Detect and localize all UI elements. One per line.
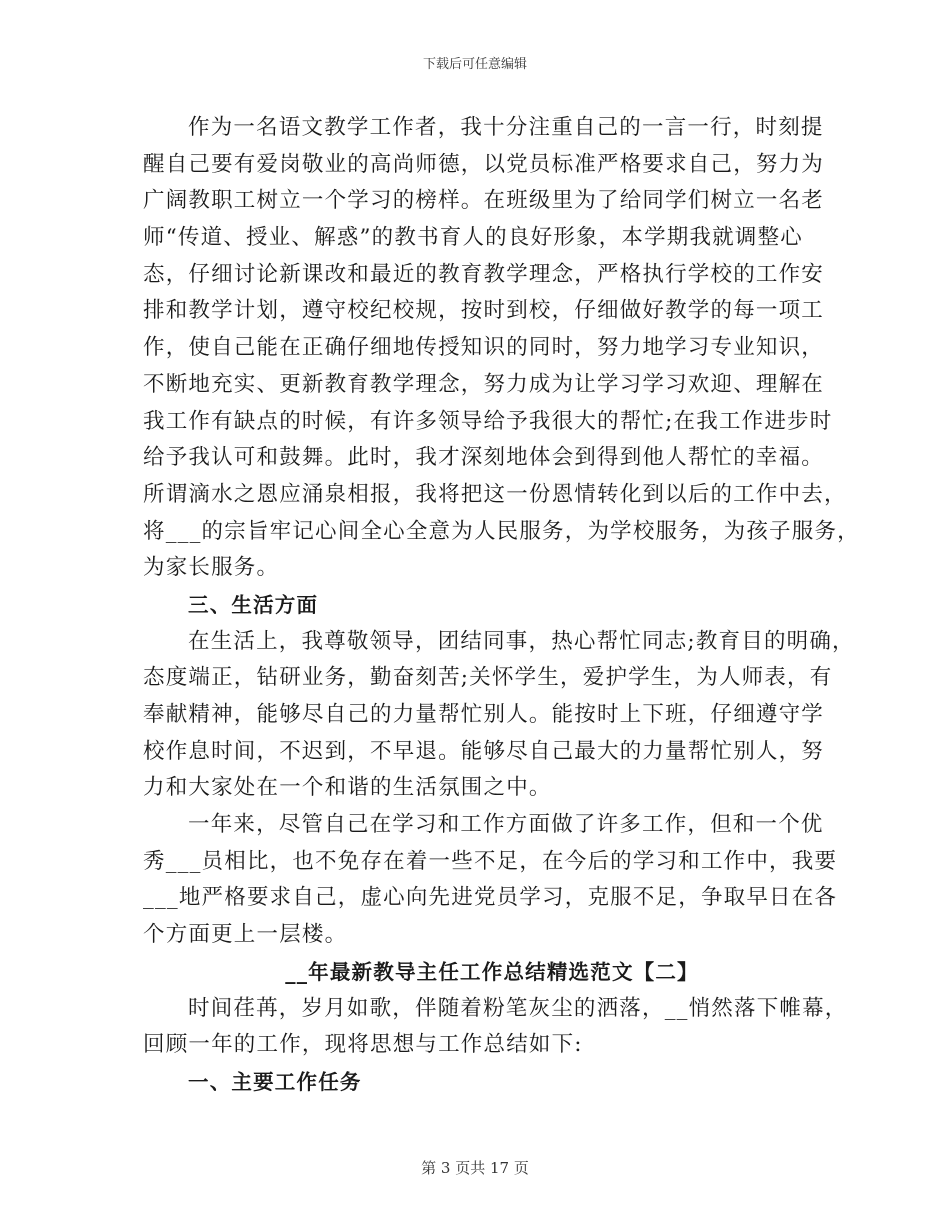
text-line: 时间荏苒，岁月如歌，伴随着粉笔灰尘的洒落，__悄然落下帷幕， bbox=[188, 995, 848, 1021]
article-title: __年最新教导主任工作总结精选范文【二】 bbox=[285, 959, 699, 984]
text-line: 醒自己要有爱岗敬业的高尚师德，以党员标准严格要求自己，努力为 bbox=[143, 151, 825, 177]
text-line: 所谓滴水之恩应涌泉相报，我将把这一份恩情转化到以后的工作中去， bbox=[143, 481, 847, 507]
page-header: 下载后可任意编辑 bbox=[422, 57, 527, 72]
section-heading: 三、生活方面 bbox=[188, 592, 319, 617]
text-line: 给予我认可和鼓舞。此时，我才深刻地体会到得到他人帮忙的幸福。 bbox=[143, 445, 825, 471]
text-line: ___地严格要求自己，虚心向先进党员学习，克服不足，争取早日在各 bbox=[143, 885, 838, 911]
section-heading: 一、主要工作任务 bbox=[188, 1069, 362, 1094]
text-line: 力和大家处在一个和谐的生活氛围之中。 bbox=[143, 775, 552, 801]
text-line: 作为一名语文教学工作者，我十分注重自己的一言一行，时刻提 bbox=[188, 115, 824, 140]
text-line: 校作息时间，不迟到，不早退。能够尽自己最大的力量帮忙别人，努 bbox=[143, 738, 825, 764]
page-footer: 第 3 页共 17 页 bbox=[421, 1159, 529, 1177]
text-line: 作，使自己能在正确仔细地传授知识的同时，努力地学习专业知识， bbox=[143, 335, 825, 361]
document-body bbox=[143, 110, 860, 1101]
text-line: 在生活上，我尊敬领导，团结同事，热心帮忙同志;教育目的明确， bbox=[188, 628, 855, 654]
text-line: 师“传道、授业、解惑”的教书育人的良好形象，本学期我就调整心 bbox=[143, 225, 803, 251]
text-line: 奉献精神，能够尽自己的力量帮忙别人。能按时上下班，仔细遵守学 bbox=[143, 702, 825, 727]
text-line: 一年来，尽管自己在学习和工作方面做了许多工作，但和一个优 bbox=[188, 812, 824, 838]
text-line: 回顾一年的工作，现将思想与工作总结如下: bbox=[143, 1032, 583, 1058]
text-line: 广阔教职工树立一个学习的榜样。在班级里为了给同学们树立一名老 bbox=[143, 188, 825, 214]
text-line: 将___的宗旨牢记心间全心全意为人民服务，为学校服务，为孩子服务， bbox=[143, 518, 860, 544]
text-line: 态，仔细讨论新课改和最近的教育教学理念，严格执行学校的工作安 bbox=[143, 261, 825, 287]
text-line: 态度端正，钻研业务，勤奋刻苦;关怀学生，爱护学生，为人师表，有 bbox=[143, 665, 833, 691]
text-line: 不断地充实、更新教育教学理念，努力成为让学习学习欢迎、理解在 bbox=[143, 371, 825, 397]
text-line: 秀___员相比，也不免存在着一些不足，在今后的学习和工作中，我要 bbox=[143, 848, 838, 874]
text-line: 排和教学计划，遵守校纪校规，按时到校，仔细做好教学的每一项工 bbox=[143, 298, 825, 324]
text-line: 我工作有缺点的时候，有许多领导给予我很大的帮忙;在我工作进步时 bbox=[143, 408, 833, 434]
text-line: 个方面更上一层楼。 bbox=[143, 922, 348, 948]
text-line: 为家长服务。 bbox=[143, 555, 280, 581]
